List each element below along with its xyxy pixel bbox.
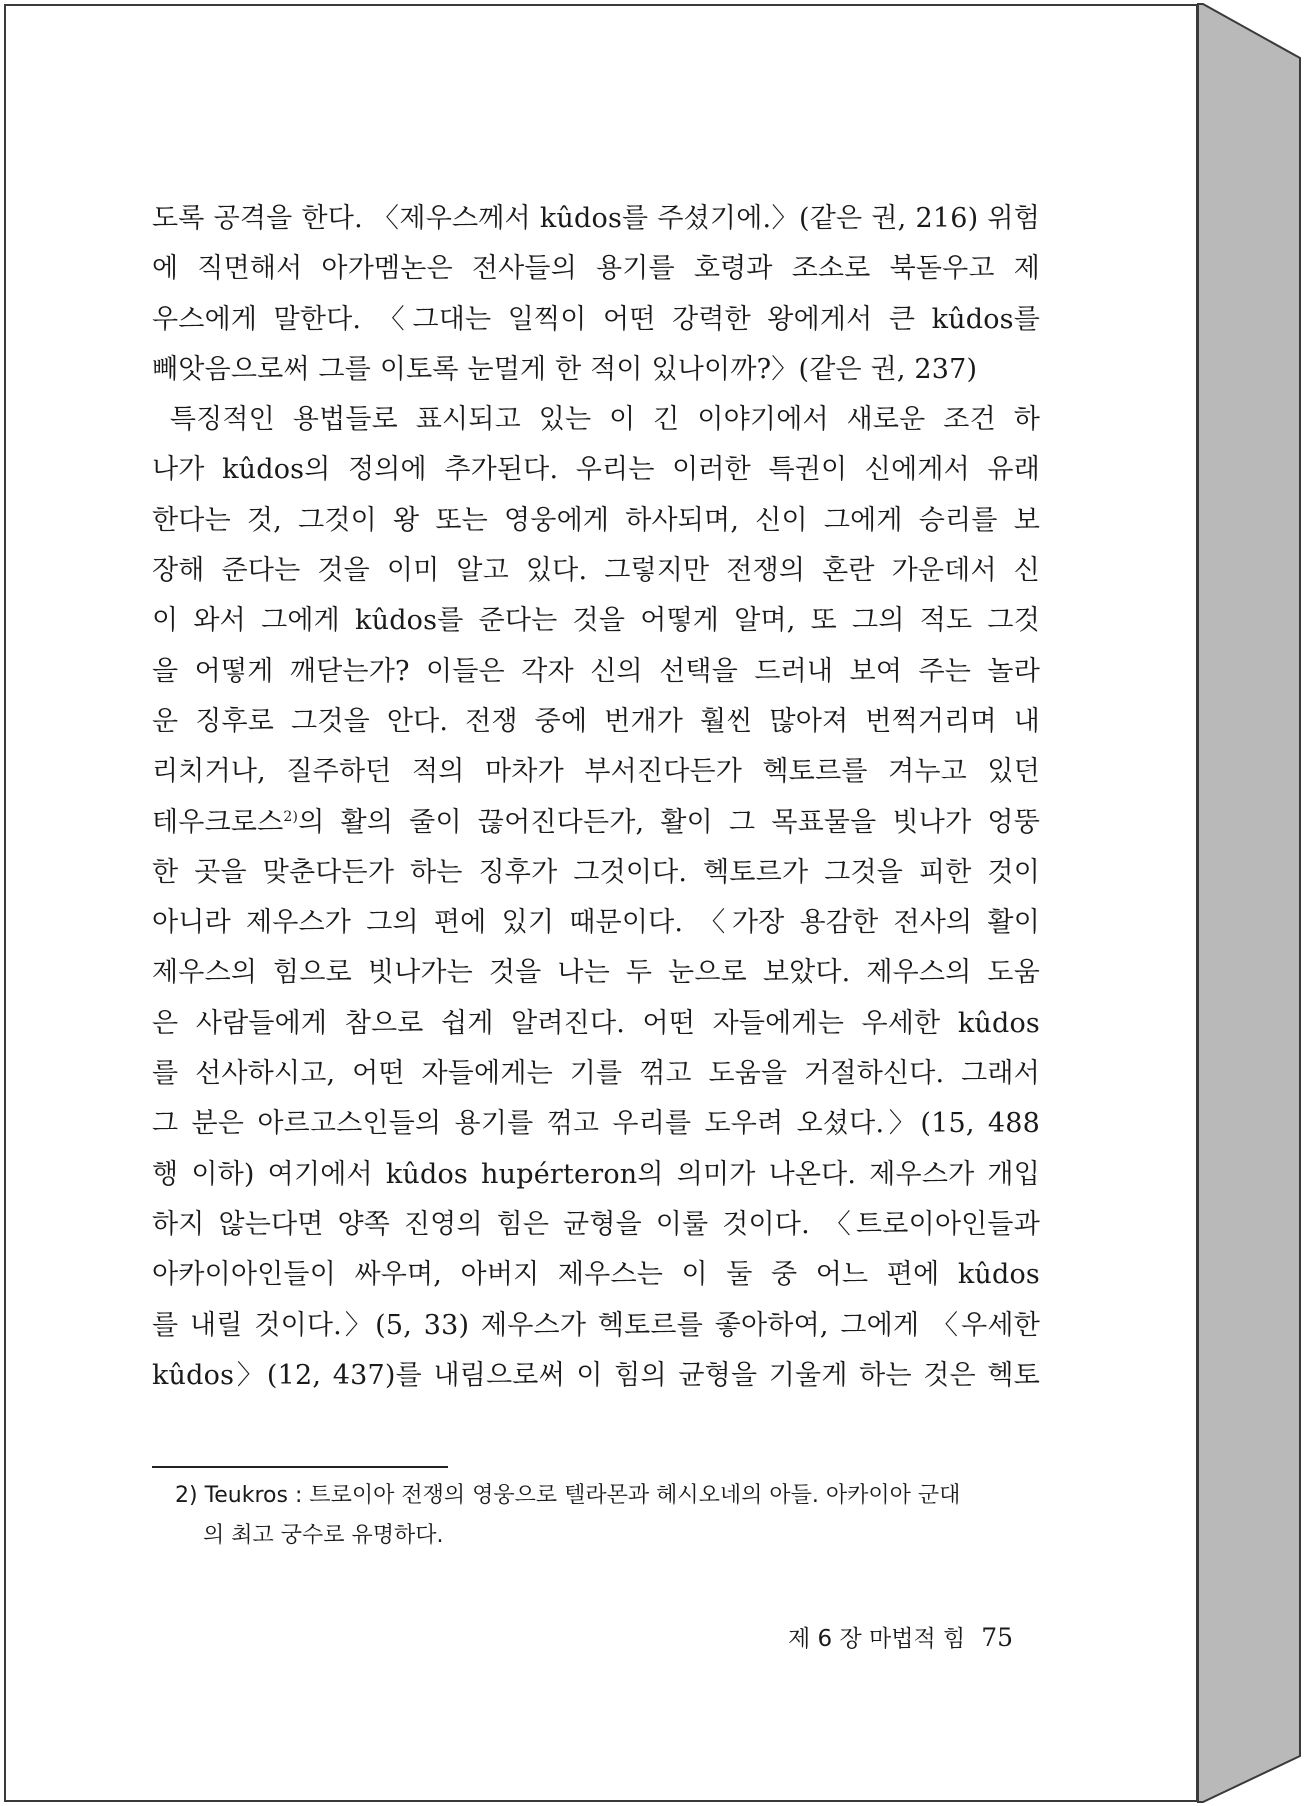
text-line-rest: 의 활의 줄이 끊어진다든가, 활이 그 목표물을 빗나가 엉뚱 — [298, 806, 1040, 838]
footnote-reference: 2) — [283, 808, 299, 825]
footnote-line: 의 최고 궁수로 유명하다. — [203, 1523, 444, 1548]
text-line: 도록 공격을 한다. 〈제우스께서 kûdos를 주셨기에.〉(같은 권, 216) 위험 — [152, 203, 1040, 234]
teukros-name: 테우크로스 — [152, 806, 284, 838]
text-line: 행 이하) 여기에서 kûdos hupérteron의 의미가 나온다. 제우스가 개입 — [152, 1158, 1040, 1190]
text-line: 아카이아인들이 싸우며, 아버지 제우스는 이 둘 중 어느 편에 kûdos — [152, 1259, 1040, 1291]
text-line: 장해 준다는 것을 이미 알고 있다. 그렇지만 전쟁의 혼란 가운데서 신 — [152, 555, 1040, 587]
text-line: kûdos〉(12, 437)를 내림으로써 이 힘의 균형을 기울게 하는 것은 헥토 — [152, 1359, 1040, 1391]
text-line-with-footnote-ref — [152, 798, 1040, 848]
text-line: 를 선사하시고, 어떤 자들에게는 기를 꺾고 도움을 거절하신다. 그래서 — [152, 1058, 1040, 1090]
text-line: 을 어떻게 깨닫는가? 이들은 각자 신의 선택을 드러내 보여 주는 놀라 — [152, 655, 1040, 687]
text-line: 빼앗음으로써 그를 이토록 눈멀게 한 적이 있나이까?〉(같은 권, 237) — [152, 353, 978, 385]
text-line: 은 사람들에게 참으로 쉽게 알려진다. 어떤 자들에게는 우세한 kûdos — [152, 1007, 1040, 1039]
running-footer-chapter: 제 6 장 마법적 힘 — [788, 1626, 966, 1652]
text-line: 제우스의 힘으로 빗나가는 것을 나는 두 눈으로 보았다. 제우스의 도움 — [152, 957, 1040, 989]
text-line: 에 직면해서 아가멤논은 전사들의 용기를 호령과 조소로 북돋우고 제 — [152, 253, 1040, 285]
footnote — [175, 1476, 1045, 1556]
text-line: 리치거나, 질주하던 적의 마차가 부서진다든가 헥토르를 겨누고 있던 — [152, 756, 1040, 788]
text-line: 나가 kûdos의 정의에 추가된다. 우리는 이러한 특권이 신에게서 유래 — [152, 454, 1040, 486]
text-line: 한 곳을 맞춘다든가 하는 징후가 그것이다. 헥토르가 그것을 피한 것이 — [152, 856, 1040, 888]
text-line: 그 분은 아르고스인들의 용기를 꺾고 우리를 도우려 오셨다.〉(15, 488 — [152, 1108, 1040, 1140]
text-line: 이 와서 그에게 kûdos를 준다는 것을 어떻게 알며, 또 그의 적도 그것 — [152, 605, 1040, 637]
page-folio — [788, 1620, 1013, 1653]
footnote-divider — [152, 1466, 448, 1468]
text-line: 우스에게 말한다. 〈그대는 일찍이 어떤 강력한 왕에게서 큰 kûdos를 — [152, 303, 1040, 335]
footnote-line: 2) Teukros : 트로이아 전쟁의 영웅으로 텔라몬과 헤시오네의 아들. 아카이아 군대 — [175, 1483, 961, 1508]
text-line: 를 내릴 것이다.〉(5, 33) 제우스가 헥토르를 좋아하여, 그에게 〈우세한 — [152, 1309, 1040, 1341]
text-line: 운 징후로 그것을 안다. 전쟁 중에 번개가 훨씬 많아져 번쩍거리며 내 — [152, 705, 1040, 737]
page-number: 75 — [981, 1623, 1013, 1652]
text-line: 하지 않는다면 양쪽 진영의 힘은 균형을 이룰 것이다. 〈트로이아인들과 — [152, 1208, 1040, 1240]
text-line: 한다는 것, 그것이 왕 또는 영웅에게 하사되며, 신이 그에게 승리를 보 — [152, 504, 1040, 536]
text-line: 아니라 제우스가 그의 편에 있기 때문이다. 〈가장 용감한 전사의 활이 — [152, 907, 1040, 939]
body-text — [152, 194, 1040, 1401]
text-line: 특징적인 용법들로 표시되고 있는 이 긴 이야기에서 새로운 조건 하 — [152, 404, 1040, 436]
